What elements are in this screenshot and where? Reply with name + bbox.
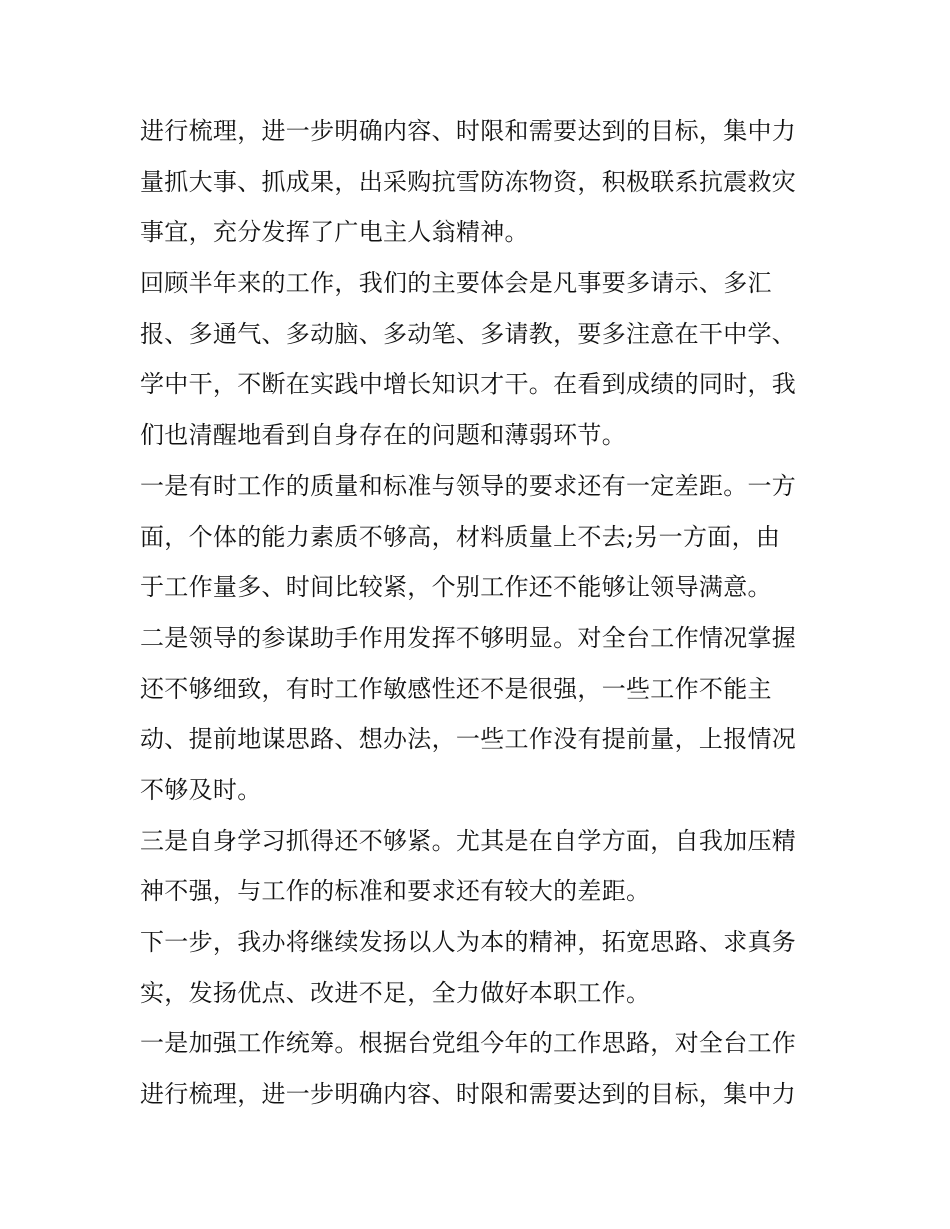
text-line: 进行梳理，进一步明确内容、时限和需要达到的目标，集中力 [140,1080,797,1109]
text-line: 回顾半年来的工作，我们的主要体会是凡事要多请示、多汇 [140,269,772,298]
text-line: 于工作量多、时间比较紧，个别工作还不能够让领导满意。 [140,573,772,602]
text-line: 二是领导的参谋助手作用发挥不够明显。对全台工作情况掌握 [140,623,797,652]
text-line: 实，发扬优点、改进不足，全力做好本职工作。 [140,978,651,1007]
text-line: 下一步，我办将继续发扬以人为本的精神，拓宽思路、求真务 [140,928,797,956]
text-line: 一是加强工作统筹。根据台党组今年的工作思路，对全台工作 [140,1029,797,1058]
text-line: 三是自身学习抓得还不够紧。尤其是在自学方面，自我加压精 [140,826,797,855]
text-line: 们也清醒地看到自身存在的问题和薄弱环节。 [140,421,626,450]
text-line: 报、多通气、多动脑、多动笔、多请教，要多注意在干中学、 [140,319,797,348]
text-line: 神不强，与工作的标准和要求还有较大的差距。 [140,877,651,906]
text-line: 动、提前地谋思路、想办法，一些工作没有提前量，上报情况 [140,725,797,754]
text-line: 一是有时工作的质量和标准与领导的要求还有一定差距。一方 [140,471,797,500]
text-line: 事宜，充分发挥了广电主人翁精神。 [140,218,529,247]
text-line: 面，个体的能力素质不够高，材料质量上不去;另一方面，由 [140,522,781,551]
text-line: 量抓大事、抓成果，出采购抗雪防冻物资，积极联系抗震救灾 [140,167,797,196]
text-line: 学中干，不断在实践中增长知识才干。在看到成绩的同时，我 [140,370,797,399]
body-text [140,106,815,1120]
text-line: 不够及时。 [140,775,262,804]
text-line: 进行梳理，进一步明确内容、时限和需要达到的目标，集中力 [140,117,797,145]
text-line: 还不够细致，有时工作敏感性还不是很强，一些工作不能主 [140,674,772,703]
